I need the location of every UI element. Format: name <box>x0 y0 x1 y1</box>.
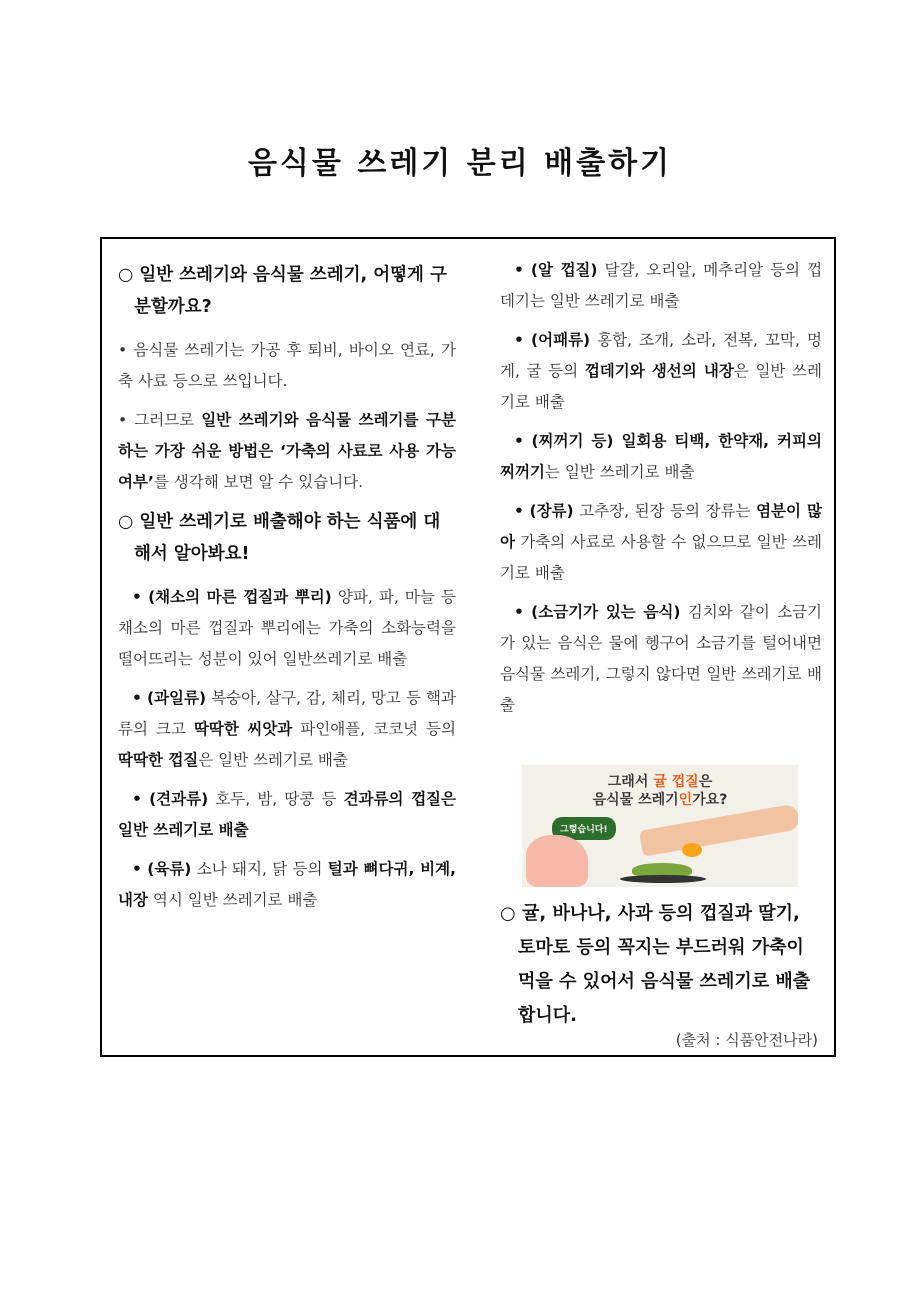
list-item-eggshell: • (알 껍질) 달걀, 오리알, 메추리알 등의 껍데기는 일반 쓰레기로 배출 <box>500 261 822 310</box>
list-item-dregs: • (찌꺼기 등) 일회용 티백, 한약재, 커피의 찌꺼기는 일반 쓰레기로 배출 <box>500 432 822 481</box>
pig-icon <box>526 835 588 887</box>
source-citation: (출처 : 식품안전나라) <box>675 1031 818 1049</box>
section-heading-1: ○ 일반 쓰레기와 음식물 쓰레기, 어떻게 구분할까요? <box>118 265 447 317</box>
illustration-caption-line1: 그래서 귤 껍질은 <box>607 774 713 790</box>
list-item-meat: • (육류) 소나 돼지, 닭 등의 털과 뼈다귀, 비계, 내장 역시 일반 쓰레기로 배출 <box>118 860 456 909</box>
paragraph-usage: • 음식물 쓰레기는 가공 후 퇴비, 바이오 연료, 가축 사료 등으로 쓰입니다. <box>118 341 456 390</box>
list-item-fruits: • (과일류) 복숭아, 살구, 감, 체리, 망고 등 핵과류의 크고 딱딱한 씨앗과 파인애플, 코코넛 등의 딱딱한 껍질은 일반 쓰레기로 배출 <box>118 689 456 769</box>
illustration-caption-line2: 음식물 쓰레기인가요? <box>592 792 728 808</box>
section-heading-2: ○ 일반 쓰레기로 배출해야 하는 식품에 대해서 알아봐요! <box>118 512 441 564</box>
list-item-salty-food: • (소금기가 있는 음식) 김치와 같이 소금기가 있는 음식은 물에 헹구어 소금기를 털어내면 음식물 쓰레기, 그렇지 않다면 일반 쓰레기로 배출 <box>500 603 822 714</box>
paragraph-method: • 그러므로 일반 쓰레기와 음식물 쓰레기를 구분하는 가장 쉬운 방법은 ‘가축의 사료로 사용 가능 여부’를 생각해 보면 알 수 있습니다. <box>118 411 456 491</box>
section-heading-3: ○ 귤, 바나나, 사과 등의 껍질과 딸기, 토마토 등의 꼭지는 부드러워 가축이 먹을 수 있어서 음식물 쓰레기로 배출합니다. <box>500 903 811 1026</box>
list-item-shellfish: • (어패류) 홍합, 조개, 소라, 전복, 꼬막, 멍게, 굴 등의 껍데기와 생선의 내장은 일반 쓰레기로 배출 <box>500 331 822 411</box>
plate-icon <box>620 875 706 883</box>
list-item-vegetables: • (채소의 마른 껍질과 뿌리) 양파, 파, 마늘 등 채소의 마른 껍질과 뿌리에는 가축의 소화능력을 떨어뜨리는 성분이 있어 일반쓰레기로 배출 <box>118 588 456 668</box>
hand-icon <box>639 803 798 856</box>
right-column <box>500 255 822 1045</box>
list-item-sauces: • (장류) 고추장, 된장 등의 장류는 염분이 많아 가축의 사료로 사용할 수 없으므로 일반 쓰레기로 배출 <box>500 502 822 582</box>
left-column <box>118 255 456 924</box>
speech-bubble: 그렇습니다! <box>552 817 616 840</box>
page-title: 음식물 쓰레기 분리 배출하기 <box>247 146 673 181</box>
tangerine-peel-icon <box>682 843 702 857</box>
tangerine-peel-illustration <box>522 765 798 887</box>
content-box <box>100 237 836 1057</box>
list-item-nuts: • (견과류) 호두, 밤, 땅콩 등 견과류의 껍질은 일반 쓰레기로 배출 <box>118 790 457 839</box>
